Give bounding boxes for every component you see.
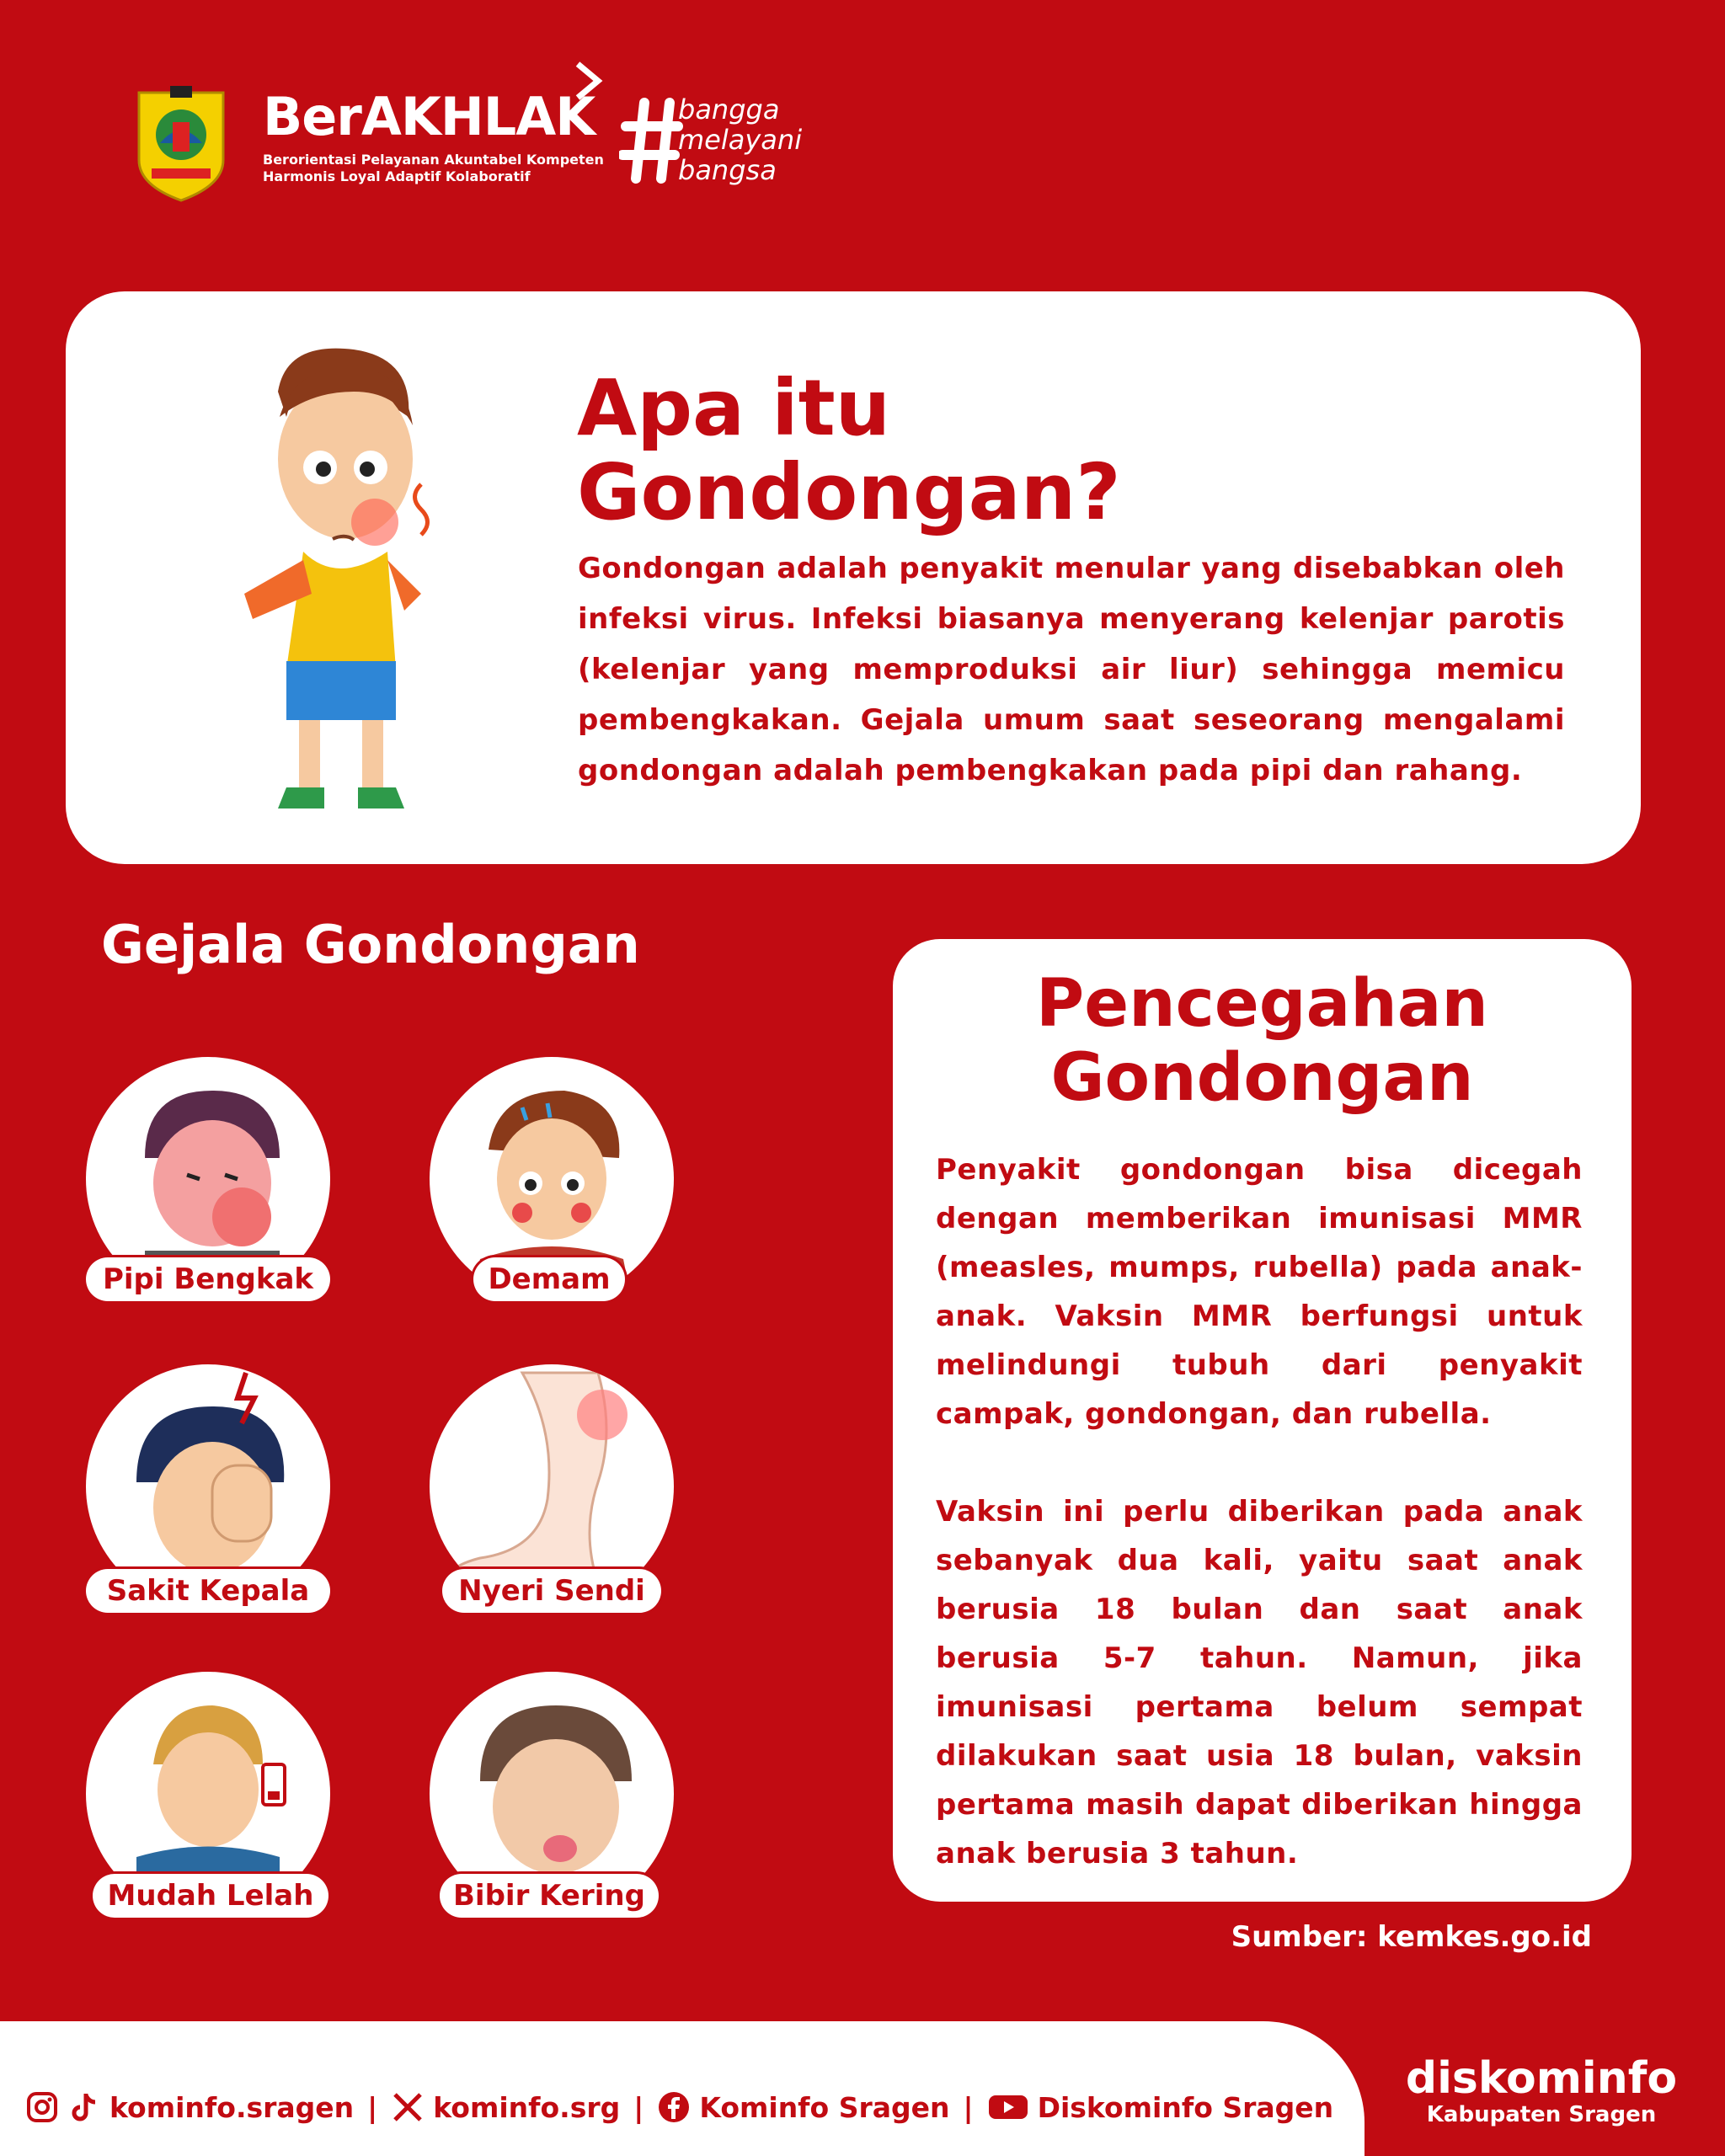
youtube-handle[interactable]: Diskominfo Sragen: [1037, 2090, 1334, 2124]
prevention-title-line-1: Pencegahan: [1036, 966, 1488, 1042]
prevention-paragraph-1: Penyakit gondongan bisa dicegah dengan memberikan imunisasi MMR (measles, mumps, rubella) pada anak-anak. Vaksin MMR berfungsi untuk melindungi tubuh dari penyakit campak, gondongan, dan rubella.: [936, 1153, 1583, 1431]
tiktok-icon[interactable]: [67, 2090, 101, 2124]
tagline-line-3: bangsa: [678, 154, 777, 186]
instagram-icon[interactable]: [25, 2090, 59, 2124]
symptom-label-fever: Demam: [473, 1257, 625, 1301]
prevention-title-line-2: Gondongan: [1050, 1040, 1474, 1116]
x-handle[interactable]: kominfo.srg: [433, 2090, 621, 2124]
prevention-title: [893, 967, 1632, 1115]
tagline: [678, 94, 802, 185]
symptom-label-swollen-cheek: Pipi Bengkak: [86, 1257, 330, 1301]
intro-title: [577, 363, 1121, 537]
diskominfo-subtitle: Kabupaten Sragen: [1426, 2102, 1657, 2127]
sragen-crest-logo: [135, 84, 227, 202]
symptom-label-dry-lips: Bibir Kering: [440, 1874, 659, 1918]
separator: |: [963, 2090, 974, 2124]
berakhlak-logo: [263, 86, 604, 185]
social-links: [25, 2084, 1333, 2130]
intro-title-line-1: Apa itu: [577, 363, 891, 453]
chevron-icon: [573, 61, 603, 101]
brand-subtitle-1: Berorientasi Pelayanan Akuntabel Kompeten: [263, 152, 604, 168]
facebook-icon[interactable]: [657, 2090, 691, 2124]
separator: |: [367, 2090, 378, 2124]
symptom-label-headache: Sakit Kepala: [86, 1569, 330, 1613]
symptoms-title: Gejala Gondongan: [101, 914, 640, 975]
intro-title-line-2: Gondongan?: [577, 447, 1121, 537]
symptom-label-joint-pain: Nyeri Sendi: [442, 1569, 661, 1613]
tagline-line-1: bangga: [678, 93, 780, 125]
prevention-body: [936, 1145, 1583, 1878]
diskominfo-title: diskominfo: [1405, 2053, 1678, 2104]
separator: |: [633, 2090, 644, 2124]
youtube-icon[interactable]: [987, 2090, 1029, 2124]
x-icon[interactable]: [391, 2090, 425, 2124]
facebook-handle[interactable]: Kominfo Sragen: [699, 2090, 950, 2124]
instagram-tiktok-handle[interactable]: kominfo.sragen: [109, 2090, 355, 2124]
tagline-line-2: melayani: [678, 124, 803, 156]
symptom-label-fatigue: Mudah Lelah: [93, 1874, 328, 1918]
prevention-paragraph-2: Vaksin ini perlu diberikan pada anak sebanyak dua kali, yaitu saat anak berusia 18 bulan dan saat anak berusia 5-7 tahun. Namun, jika imunisasi pertama belum sempat dilakukan saat usia 18 bulan, vaksin pertama masih dapat diberikan hingga anak berusia 3 tahun.: [936, 1495, 1583, 1870]
brand-title: BerAKHLAK: [263, 86, 595, 147]
intro-body: Gondongan adalah penyakit menular yang disebabkan oleh infeksi virus. Infeksi biasanya menyerang kelenjar parotis (kelenjar yang memproduksi air liur) sehingga memicu pembengkakan. Gejala umum saat seseorang mengalami gondongan adalah pembengkakan pada pipi dan rahang.: [578, 552, 1565, 787]
brand-subtitle-2: Harmonis Loyal Adaptif Kolaboratif: [263, 168, 531, 184]
source-credit: Sumber: kemkes.go.id: [1231, 1920, 1592, 1954]
sick-boy-illustration: [227, 341, 446, 821]
diskominfo-logo: [1390, 2055, 1693, 2127]
